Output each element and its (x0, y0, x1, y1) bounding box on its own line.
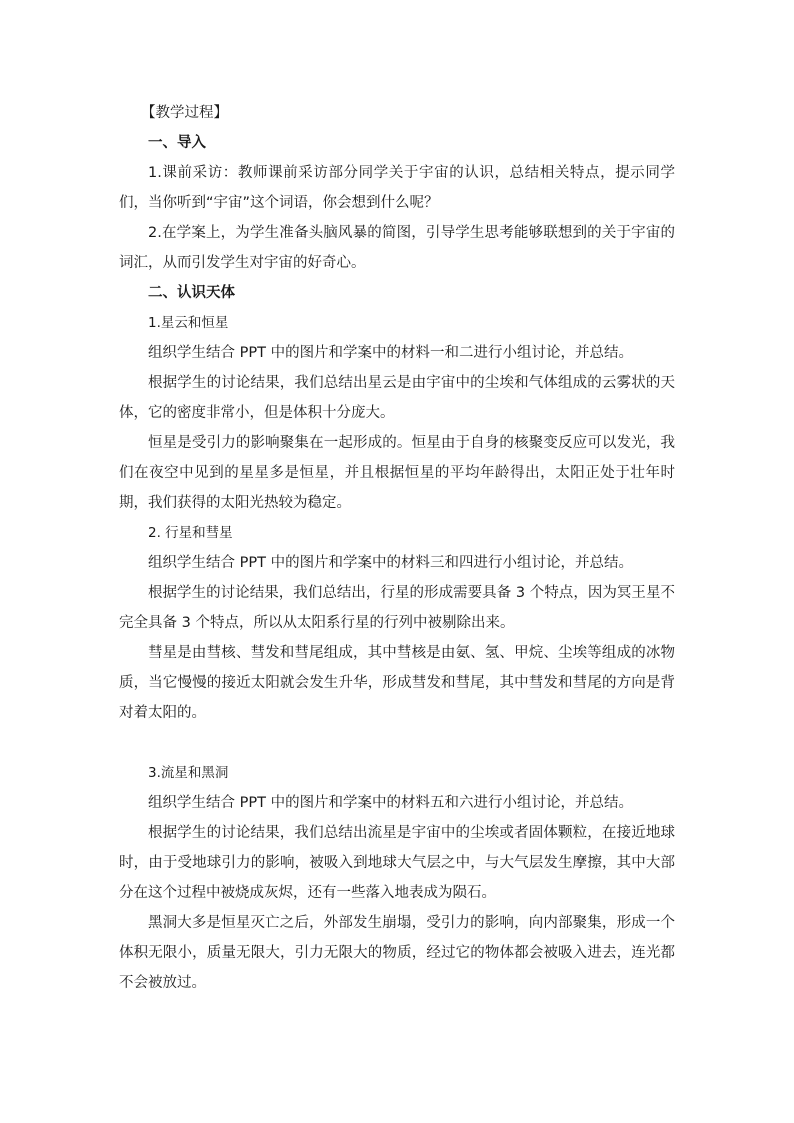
part3-title: 3.流星和黑洞 (148, 765, 229, 781)
part3-paragraph-2: 根据学生的讨论结果，我们总结出流星是宇宙中的尘埃或者固体颗粒，在接近地球时，由于受地球引力的影响，被吸入到地球大气层之中，与大气层发生摩擦，其中大部分在这个过程中被烧成灰烬，还有一些落入地表成为陨石。 (119, 825, 675, 901)
document-page (119, 98, 675, 998)
part2-paragraph-2: 根据学生的讨论结果，我们总结出，行星的形成需要具备 3 个特点，因为冥王星不完全具备 3 个特点，所以从太阳系行星的行列中被剔除出来。 (119, 585, 675, 631)
part3-paragraph-1: 组织学生结合 PPT 中的图片和学案中的材料五和六进行小组讨论，并总结。 (148, 795, 634, 811)
intro-heading: 一、导入 (148, 135, 206, 151)
part3-paragraph-3: 黑洞大多是恒星灭亡之后，外部发生崩塌，受引力的影响，向内部聚集，形成一个体积无限小，质量无限大，引力无限大的物质，经过它的物体都会被吸入进去，连光都不会被放过。 (119, 915, 675, 991)
celestial-heading: 二、认识天体 (148, 285, 235, 301)
intro-paragraph-1: 1.课前采访：教师课前采访部分同学关于宇宙的认识，总结相关特点，提示同学们，当你听到“宇宙”这个词语，你会想到什么呢？ (119, 165, 675, 211)
part1-title: 1.星云和恒星 (148, 315, 229, 331)
blank-line (119, 728, 675, 758)
part2-title: 2. 行星和彗星 (148, 525, 233, 541)
part2-paragraph-3: 彗星是由彗核、彗发和彗尾组成，其中彗核是由氨、氢、甲烷、尘埃等组成的冰物质，当它慢慢的接近太阳就会发生升华，形成彗发和彗尾，其中彗发和彗尾的方向是背对着太阳的。 (119, 645, 675, 721)
part1-paragraph-3: 恒星是受引力的影响聚集在一起形成的。恒星由于自身的核聚变反应可以发光，我们在夜空中见到的星星多是恒星，并且根据恒星的平均年龄得出，太阳正处于壮年时期，我们获得的太阳光热较为稳定。 (119, 435, 675, 511)
part2-paragraph-1: 组织学生结合 PPT 中的图片和学案中的材料三和四进行小组讨论，并总结。 (148, 555, 634, 571)
part1-paragraph-2: 根据学生的讨论结果，我们总结出星云是由宇宙中的尘埃和气体组成的云雾状的天体，它的密度非常小，但是体积十分庞大。 (119, 375, 675, 421)
part1-paragraph-1: 组织学生结合 PPT 中的图片和学案中的材料一和二进行小组讨论，并总结。 (148, 345, 634, 361)
section-label: 【教学过程】 (141, 105, 228, 121)
intro-paragraph-2: 2.在学案上，为学生准备头脑风暴的简图，引导学生思考能够联想到的关于宇宙的词汇，从而引发学生对宇宙的好奇心。 (119, 225, 675, 271)
